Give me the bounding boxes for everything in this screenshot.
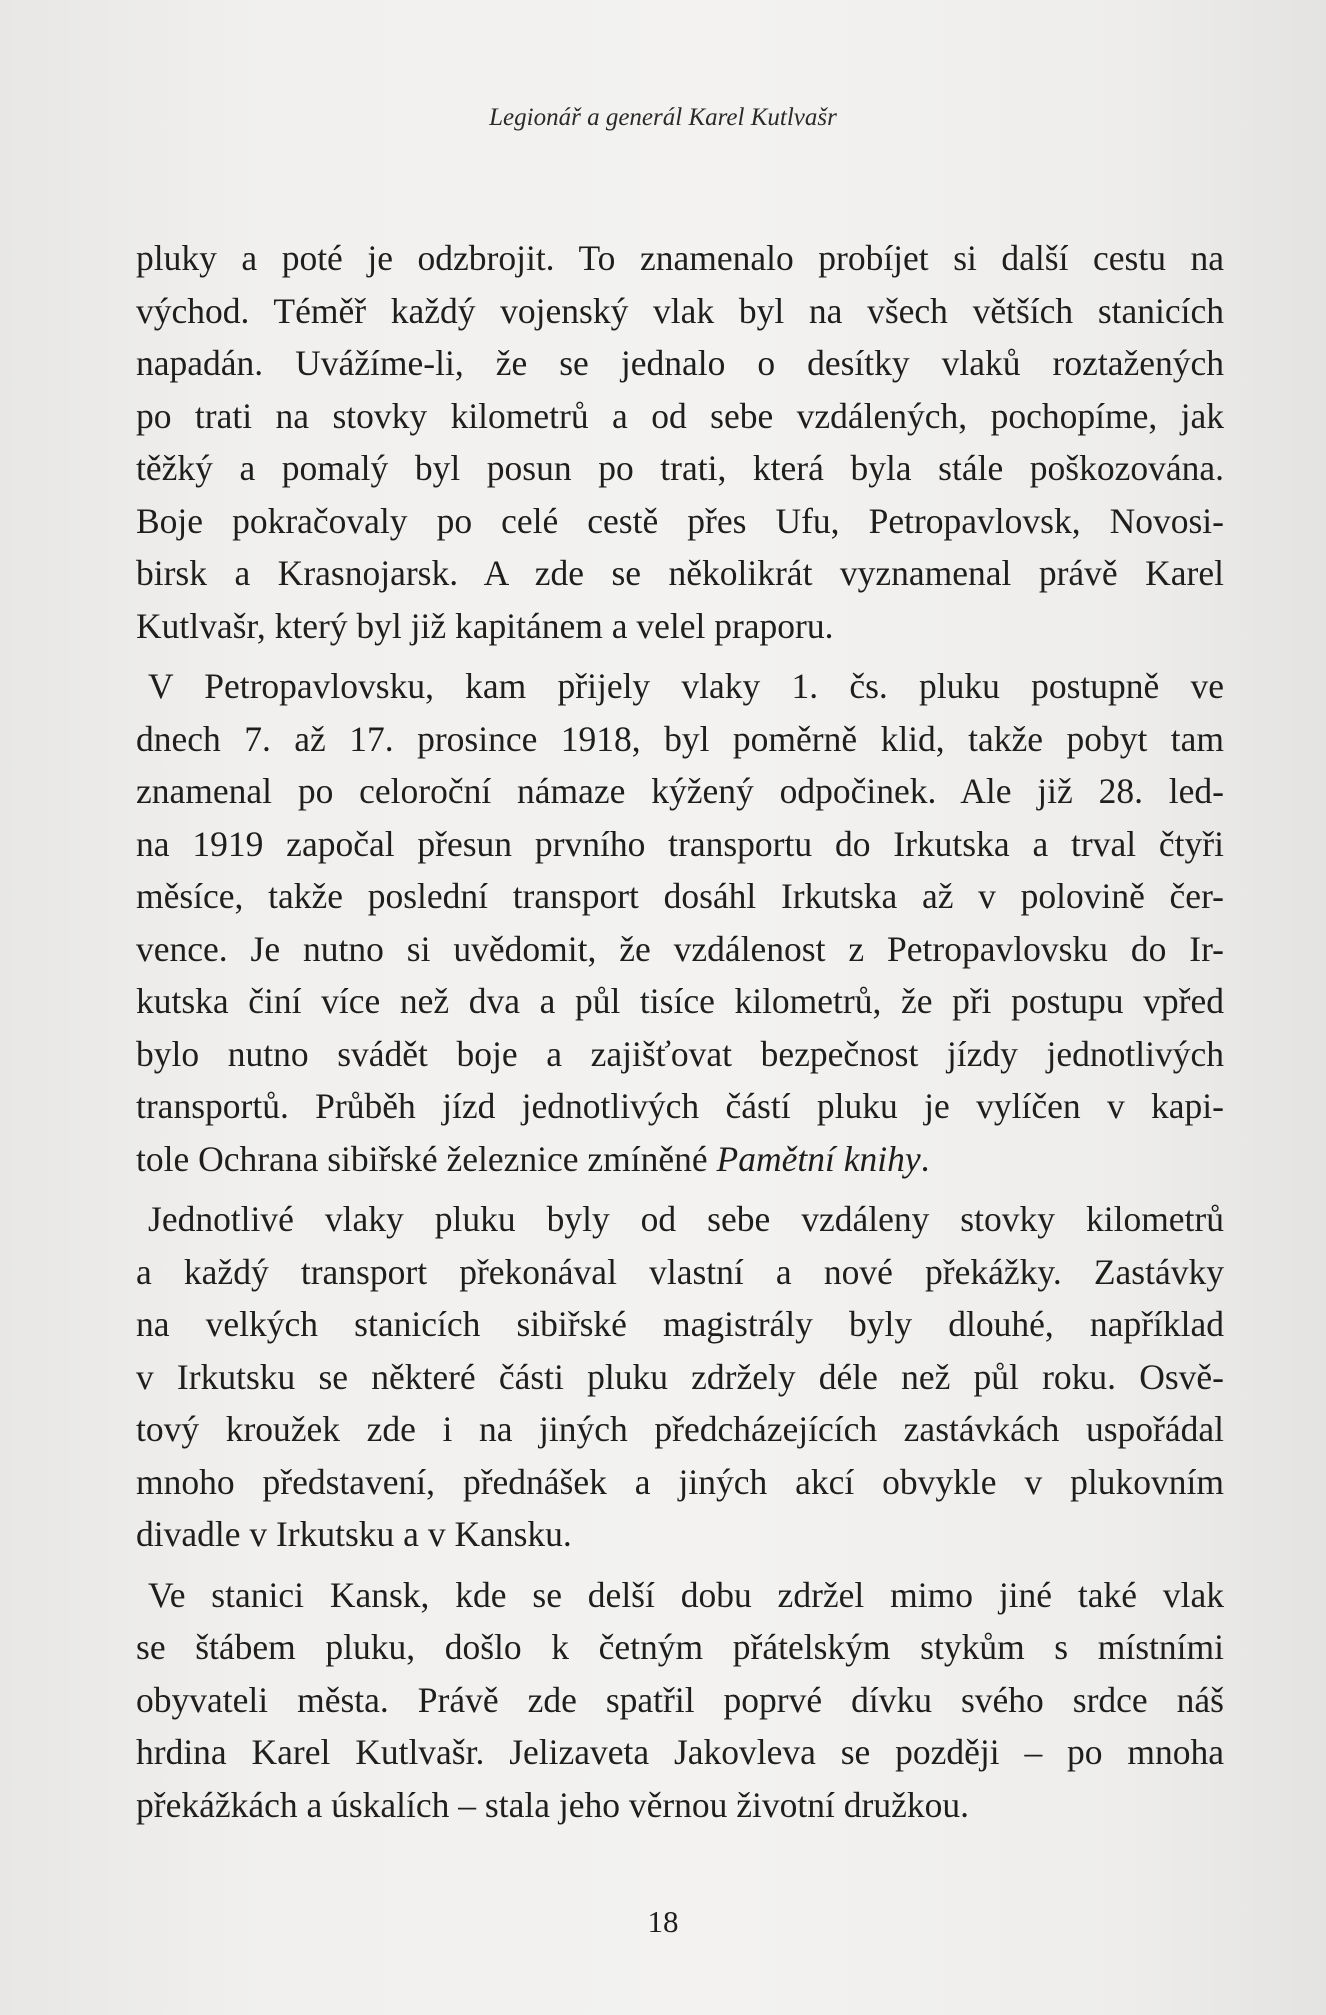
text-line: překážkách a úskalích – stala jeho věrnou životní družkou.: [136, 1784, 969, 1825]
text-line: kutska činí více než dva a půl tisíce kilometrů, že při postupu vpřed: [136, 981, 1224, 1021]
text-line: obyvateli města. Právě zde spatřil poprvé dívku svého srdce náš: [136, 1679, 1224, 1720]
book-title-italic: Pamětní knihy: [716, 1138, 921, 1179]
text-line: napadán. Uvážíme-li, že se jednalo o desítky vlaků roztažených: [136, 343, 1224, 383]
paragraph: [136, 232, 1224, 652]
text-line: se štábem pluku, došlo k četným přátelským stykům s místními: [136, 1627, 1224, 1667]
running-head: Legionář a generál Karel Kutlvašr: [489, 104, 837, 131]
text-line: Boje pokračovaly po celé cestě přes Ufu, Petropavlovsk, Novosi-: [136, 500, 1224, 541]
text-line: bylo nutno svádět boje a zajišťovat bezpečnost jízdy jednotlivých: [136, 1033, 1224, 1074]
text-line: V Petropavlovsku, kam přijely vlaky 1. čs. pluku postupně ve: [148, 666, 1224, 706]
text-line: v Irkutsku se některé části pluku zdržely déle než půl roku. Osvě-: [136, 1356, 1224, 1397]
text-span: .: [920, 1138, 930, 1179]
text-line: Ve stanici Kansk, kde se delší dobu zdržel mimo jiné také vlak: [148, 1574, 1224, 1615]
text-line: na velkých stanicích sibiřské magistrály byly dlouhé, například: [136, 1304, 1224, 1344]
text-line: znamenal po celoroční námaze kýžený odpočinek. Ale již 28. led-: [136, 771, 1224, 811]
page-number: 18: [647, 1904, 679, 1939]
text-line: hrdina Karel Kutlvašr. Jelizaveta Jakovleva se později – po mnoha: [136, 1732, 1224, 1772]
text-line: východ. Téměř každý vojenský vlak byl na všech větších stanicích: [136, 290, 1224, 331]
text-line: Jednotlivé vlaky pluku byly od sebe vzdáleny stovky kilometrů: [148, 1199, 1224, 1239]
body-text: [136, 232, 1224, 1831]
text-line: tový kroužek zde i na jiných předcházejících zastávkách uspořádal: [136, 1409, 1224, 1449]
text-line: birsk a Krasnojarsk. A zde se několikrát vyznamenal právě Karel: [136, 553, 1224, 593]
text-line: dnech 7. až 17. prosince 1918, byl poměrně klid, takže pobyt tam: [136, 718, 1224, 759]
text-line: mnoho představení, přednášek a jiných akcí obvykle v plukovním: [136, 1461, 1224, 1502]
text-line: po trati na stovky kilometrů a od sebe vzdálených, pochopíme, jak: [136, 395, 1224, 436]
text-line: těžký a pomalý byl posun po trati, která byla stále poškozována.: [136, 448, 1224, 488]
text-span: tole Ochrana sibiřské železnice zmíněné: [136, 1138, 717, 1179]
text-line: měsíce, takže poslední transport dosáhl Irkutska až v polovině čer-: [136, 876, 1224, 916]
paragraph: [136, 1569, 1224, 1832]
text-line: transportů. Průběh jízd jednotlivých částí pluku je vylíčen v kapi-: [136, 1086, 1224, 1126]
text-line: vence. Je nutno si uvědomit, že vzdálenost z Petropavlovsku do Ir-: [136, 928, 1224, 969]
text-line: [136, 1133, 1224, 1186]
text-line: a každý transport překonával vlastní a nové překážky. Zastávky: [136, 1251, 1224, 1292]
paragraph: [136, 660, 1224, 1185]
text-line: na 1919 započal přesun prvního transportu do Irkutska a trval čtyři: [136, 823, 1224, 864]
text-line: divadle v Irkutsku a v Kansku.: [136, 1514, 572, 1554]
paragraph: [136, 1193, 1224, 1561]
text-line: pluky a poté je odzbrojit. To znamenalo probíjet si další cestu na: [136, 238, 1224, 278]
text-line: Kutlvašr, který byl již kapitánem a velel praporu.: [136, 605, 834, 646]
